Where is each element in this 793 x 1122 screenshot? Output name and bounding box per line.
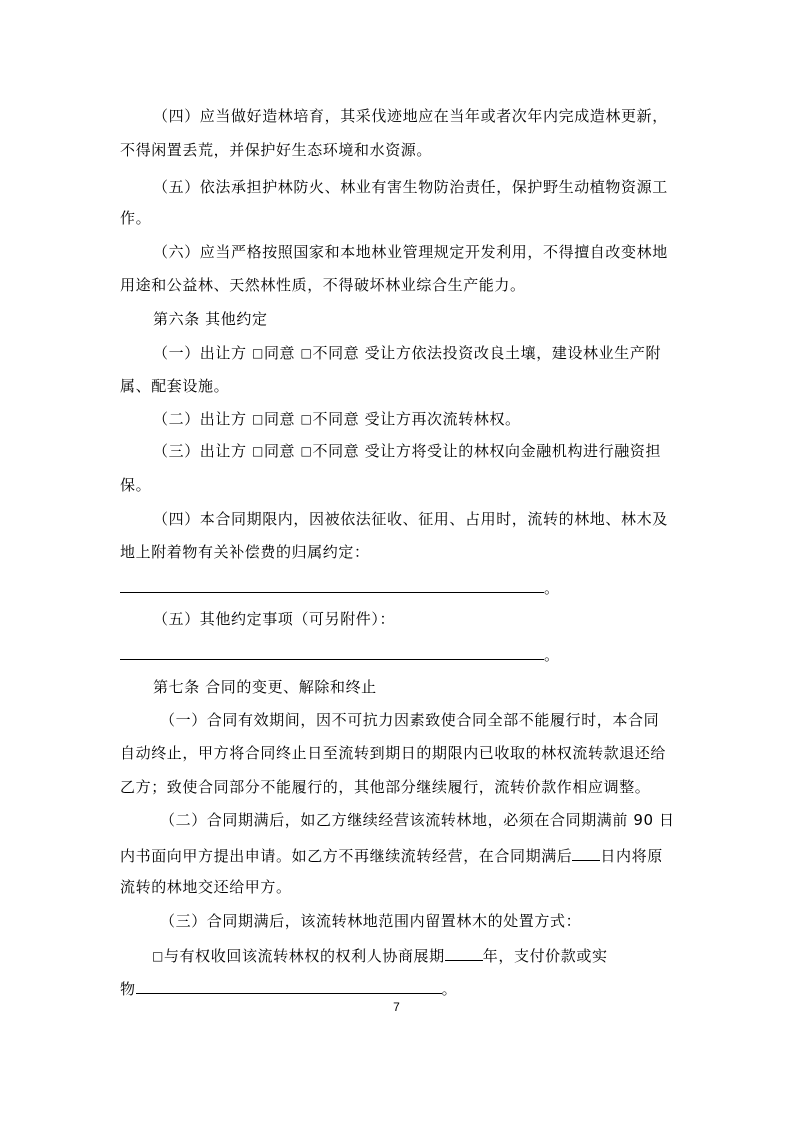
days-blank[interactable] — [572, 844, 600, 861]
disagree-label: 不同意 — [312, 442, 360, 460]
art6-item-3-line-2: 保。 — [120, 476, 152, 494]
clause-5-line-1: （五）依法承担护林防火、林业有害生物防治责任，保护野生动植物资源工 — [153, 178, 668, 196]
disagree-label: 不同意 — [312, 344, 360, 362]
page-number: 7 — [393, 1000, 400, 1014]
disagree-checkbox[interactable]: □ — [300, 346, 313, 360]
article-7-heading: 第七条 合同的变更、解除和终止 — [153, 678, 377, 696]
compensation-fill-line[interactable] — [120, 576, 560, 598]
clause-4-line-1: （四）应当做好造林培育，其采伐迹地应在当年或者次年内完成造林更新， — [153, 107, 668, 125]
art6-item-4-line-2: 地上附着物有关补偿费的归属约定： — [120, 543, 370, 561]
disagree-checkbox[interactable]: □ — [300, 412, 313, 426]
art6-item-5: （五）其他约定事项（可另附件）： — [153, 610, 396, 628]
art6-item-2 — [153, 409, 521, 430]
art6-item-2-text: 受让方再次流转林权。 — [364, 410, 521, 428]
compensation-blank[interactable] — [120, 576, 544, 593]
art7-item-2-line-2 — [120, 844, 663, 866]
art6-item-1-line-1 — [153, 343, 661, 364]
agree-label: 同意 — [263, 442, 296, 460]
clause-4-line-2: 不得闲置丢荒，并保护好生态环境和水资源。 — [120, 141, 433, 159]
disagree-checkbox[interactable]: □ — [300, 444, 313, 458]
agree-checkbox[interactable]: □ — [251, 444, 264, 458]
years-blank[interactable] — [445, 944, 483, 961]
art7-item-1-line-2: 自动终止，甲方将合同终止日至流转到期日的期限内已收取的林权流转款退还给 — [120, 744, 667, 762]
goods-blank[interactable] — [136, 977, 442, 994]
art7-item-3-line-1: （三）合同期满后，该流转林地范围内留置林木的处置方式： — [160, 912, 582, 930]
art6-item-4-line-1: （四）本合同期限内，因被依法征收、征用、占用时，流转的林地、林木及 — [153, 510, 668, 528]
clause-6-line-2: 用途和公益林、天然林性质，不得破坏林业综合生产能力。 — [120, 276, 526, 294]
other-terms-blank[interactable] — [120, 643, 544, 660]
art7-item-2-line-1: （二）合同期满后，如乙方继续经营该流转林地，必须在合同期满前 90 日 — [160, 811, 675, 829]
agree-label: 同意 — [263, 410, 296, 428]
clause-5-line-2: 作。 — [120, 209, 152, 227]
agree-checkbox[interactable]: □ — [251, 412, 264, 426]
period-mark: 。 — [544, 646, 560, 664]
extension-text-b: 年，支付价款或实 — [482, 947, 608, 965]
extension-text-a: 与有权收回该流转林权的权利人协商展期 — [163, 947, 445, 965]
other-terms-fill-line[interactable] — [120, 643, 560, 665]
art6-item-1-text: 受让方依法投资改良土壤，建设林业生产附 — [364, 344, 662, 362]
art7-item-1-line-3: 乙方；致使合同部分不能履行的，其他部分继续履行，流转价款作相应调整。 — [120, 778, 651, 796]
art7-item-2-text-b: 日内将原 — [600, 847, 663, 865]
clause-6-line-1: （六）应当严格按照国家和本地林业管理规定开发利用，不得擅自改变林地 — [153, 243, 668, 261]
article-6-heading: 第六条 其他约定 — [153, 310, 268, 328]
art7-item-2-text-a: 内书面向甲方提出申请。如乙方不再继续流转经营，在合同期满后 — [120, 847, 573, 865]
agree-label: 同意 — [263, 344, 296, 362]
art7-item-1-line-1: （一）合同有效期间，因不可抗力因素致使合同全部不能履行时，本合同 — [160, 711, 660, 729]
art7-item-2-line-3: 流转的林地交还给甲方。 — [120, 878, 292, 896]
art6-item-1-line-2: 属、配套设施。 — [120, 377, 230, 395]
art6-item-3-line-1 — [153, 441, 661, 462]
art7-item-3-line-3 — [120, 977, 457, 999]
art6-item-1-prefix: （一）出让方 — [153, 344, 247, 362]
period-mark: 。 — [544, 579, 560, 597]
disagree-label: 不同意 — [312, 410, 360, 428]
period-mark: 。 — [441, 980, 458, 998]
art6-item-3-prefix: （三）出让方 — [153, 442, 247, 460]
goods-label: 物 — [120, 980, 136, 998]
art7-item-3-option — [152, 944, 608, 967]
agree-checkbox[interactable]: □ — [251, 346, 264, 360]
art6-item-3-text: 受让方将受让的林权向金融机构进行融资担 — [364, 442, 662, 460]
art6-item-2-prefix: （二）出让方 — [153, 410, 247, 428]
extension-checkbox[interactable]: □ — [152, 949, 164, 963]
